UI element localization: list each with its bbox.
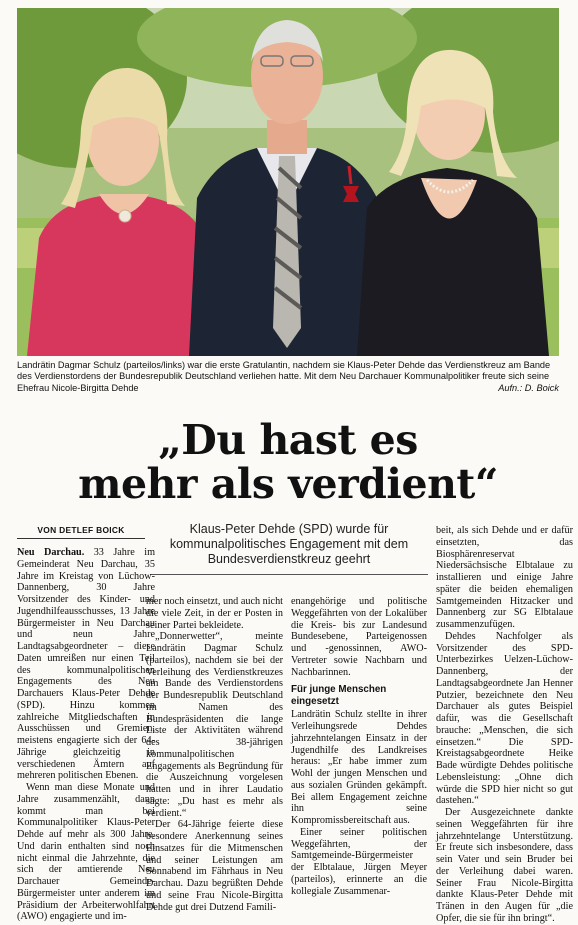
article-subtitle: Klaus-Peter Dehde (SPD) wurde für kommunalpolitisches Engagement mit dem Bundesverdienstkreuz geehrt xyxy=(169,522,409,566)
paragraph: Landrätin Schulz stellte in ihrer Verleihungsrede Dehdes jahrzehntelangen Einsatz in der Jugendhilfe des Landkreises heraus: „Er habe immer zum Wohl der jungen Menschen und aus sozialen Gründen gekämpft. Bei allem Engagement zeichne ihn seine Kompromissbereitschaft aus. xyxy=(291,709,427,826)
headline-line-1: „Du hast es xyxy=(158,416,418,464)
paragraph: „Donnerwetter“, meinte Landrätin Dagmar Schulz (parteilos), nachdem sie bei der Verleihung des Verdienstkreuzes am Bande des Verdienstordens der Bundesrepublik Deutschland im Namen des Bundespräsidenten die lange Liste der Aktivitäten während des 38-jährigen kommunalpolitischen Engagements als Begründung für die Auszeichnung vorgelesen hatten und in ihrer Laudatio sagte: „Du hast es mehr als verdient.“ xyxy=(146,631,283,819)
paragraph: Der Ausgezeichnete dankte seinen Weggefährten für ihre jahrzehntelange Unterstützung. Er freute sich insbesondere, dass sein Vater und sein Bruder bei der Verleihung dabei waren. Seiner Frau Nicole-Birgitta dankte Klaus-Peter Dehde mit Tränen in den Augen für „die Opfer, die sie für ihn bringt“. xyxy=(436,807,573,924)
headline-line-2: mehr als verdient“ xyxy=(78,460,498,508)
article-photo xyxy=(17,8,559,356)
section-subhead: Für junge Menschen eingesetzt xyxy=(291,684,387,707)
photo-illustration xyxy=(17,8,559,356)
article-column-2 xyxy=(146,596,283,913)
paragraph xyxy=(17,547,155,782)
photo-credit: Aufn.: D. Boick xyxy=(498,383,559,393)
paragraph: Der 64-Jährige feierte diese besondere Anerkennung seines Einsatzes für die Mitmenschen und seiner Leistungen am Sonnabend im Fährhaus in Neu Darchau. Dazu begrüßten Dehde und seine Frau Nicole-Birgitta Dehde gut drei Dutzend Famili- xyxy=(146,819,283,913)
photo-caption: Landrätin Dagmar Schulz (parteilos/links) war die erste Gratulantin, nachdem sie Klaus-Peter Dehde das Verdienstkreuz am Bande des Verdienstordens der Bundesrepublik Deutschland verliehen hatte. Mit dem Neu Darchauer Kommunalpolitiker freute sich seine Ehefrau Nicole-Birgitta Dehde xyxy=(17,360,551,393)
paragraph: Wenn man diese Monate und Jahre zusammenzählt, dann kommt man bei Kommunalpolitiker Klaus-Peter Dehde auf mehr als 300 Jahre. Und darin enthalten sind noch nicht einmal die Jahrzehnte, die sich der amtierende Neu Darchauer Gemeinde-Bürgermeister unter anderem im Präsidium der Arbeiterwohlfahrt (AWO) engagierte und im- xyxy=(17,782,155,923)
paragraph: beit, als sich Dehde und er dafür einsetzten, das Biosphärenreservat Niedersächsische Elbtalaue zu installieren und einige Jahre später die beiden ehemaligen Samtgemeinden Hitzacker und Dannenberg zur SG Elbtalaue zusammenzufügen. xyxy=(436,525,573,630)
dateline: Neu Darchau. xyxy=(17,547,85,558)
byline-rule xyxy=(17,538,145,539)
article-column-4 xyxy=(436,525,573,925)
article-column-3 xyxy=(291,596,427,897)
paragraph: Dehdes Nachfolger als Vorsitzender des SPD-Unterbezirkes Uelzen-Lüchow-Dannenberg, der Landtagsabgeordnete Jan Henner Putzier, bezeichnete den Neu Darchauer als gutes Beispiel dafür, was die Gesellschaft brauche: „Menschen, die sich einsetzen.“ Die SPD-Kreistagsabgeordnete Heike Bade würdigte Dehdes politische Lebensleistung: „Ohne dich würde die SPD hier nicht so gut dastehen.“ xyxy=(436,630,573,807)
article-column-1 xyxy=(17,547,155,923)
paragraph-text: 33 Jahre im Gemeinderat Neu Darchau, 35 Jahre im Kreistag von Lüchow-Dannenberg, 30 Jahre Vorsitzender des Kinder- und Jugendhilfeausschusses, 13 Jahre Bürgermeister in Neu Darchau und neun Jahre Landtagsabgeordneter – diese Daten umreißen nur einen Teil des kommunalpolitischen Engagements des Neu Darchauers Klaus-Peter Dehde (SPD). Hinzu kommen zahlreiche Mitgliedschaften in Ausschüssen und Gremien, meistens engagierte sich der 64-Jährige gleichzeitig in verschiedenen Ämtern auf mehreren politischen Ebenen. xyxy=(17,547,156,782)
paragraph: enangehörige und politische Weggefährten von der Lokalüber die Kreis- bis zur Landesund Bundesebene, Parteigenossen und -genossinnen, AWO-Vertreter sowie Nachbarn und Nachbarinnen. xyxy=(291,596,427,678)
paragraph: mer noch einsetzt, und auch nicht die viele Zeit, in der er Posten in seiner Partei bekleidete. xyxy=(146,596,283,631)
paragraph: Einer seiner politischen Weggefährten, der Samtgemeinde-Bürgermeister der Elbtalaue, Jürgen Meyer (parteilos), erinnerte an die kollegiale Zusammenar- xyxy=(291,826,427,897)
byline: VON DETLEF BOICK xyxy=(37,525,125,535)
subtitle-rule xyxy=(150,574,428,575)
